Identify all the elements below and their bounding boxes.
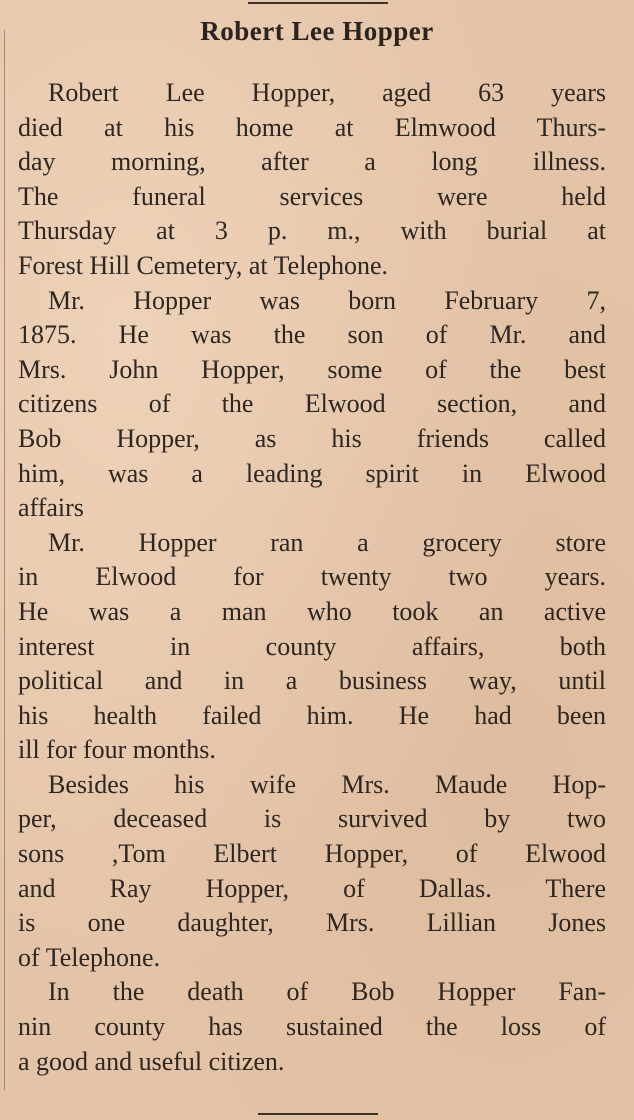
article-line: The funeral services were held xyxy=(18,181,606,211)
article-line: a good and useful citizen. xyxy=(18,1046,285,1076)
article-line: Besides his wife Mrs. Maude Hop- xyxy=(48,769,606,799)
article-line: and Ray Hopper, of Dallas. There xyxy=(18,873,606,903)
top-divider-rule xyxy=(248,2,388,4)
article-line: affairs xyxy=(18,493,84,523)
article-line: In the death of Bob Hopper Fan- xyxy=(48,977,606,1007)
obituary-headline: Robert Lee Hopper xyxy=(200,16,434,46)
bottom-divider-rule xyxy=(258,1113,378,1115)
article-line: Forest Hill Cemetery, at Telephone. xyxy=(18,250,389,280)
article-line: per, deceased is survived by two xyxy=(18,804,606,834)
obituary-body xyxy=(18,76,606,1079)
article-line: is one daughter, Mrs. Lillian Jones xyxy=(18,908,606,938)
article-line: He was a man who took an active xyxy=(18,596,606,626)
article-line: of Telephone. xyxy=(18,942,161,972)
column-divider-rule xyxy=(4,30,5,1090)
article-line: ill for four months. xyxy=(18,735,216,765)
article-line: interest in county affairs, both xyxy=(18,631,606,661)
article-line: him, was a leading spirit in Elwood xyxy=(18,458,606,488)
article-line: Robert Lee Hopper, aged 63 years xyxy=(48,78,606,107)
article-line: nin county has sustained the loss of xyxy=(18,1012,606,1042)
article-line: political and in a business way, until xyxy=(18,666,606,696)
article-line: Thursday at 3 p. m., with burial at xyxy=(18,216,606,246)
article-line: citizens of the Elwood section, and xyxy=(18,389,606,419)
article-line: day morning, after a long illness. xyxy=(18,147,606,177)
article-line: in Elwood for twenty two years. xyxy=(18,562,606,592)
article-line: Mrs. John Hopper, some of the best xyxy=(18,354,606,384)
article-line: his health failed him. He had been xyxy=(18,700,606,730)
article-line: Mr. Hopper ran a grocery store xyxy=(48,527,606,557)
article-line: Mr. Hopper was born February 7, xyxy=(48,285,606,315)
article-line: 1875. He was the son of Mr. and xyxy=(18,320,606,350)
article-line: sons ,Tom Elbert Hopper, of Elwood xyxy=(18,839,606,869)
article-line: died at his home at Elmwood Thurs- xyxy=(18,112,606,142)
article-line: Bob Hopper, as his friends called xyxy=(18,423,606,453)
